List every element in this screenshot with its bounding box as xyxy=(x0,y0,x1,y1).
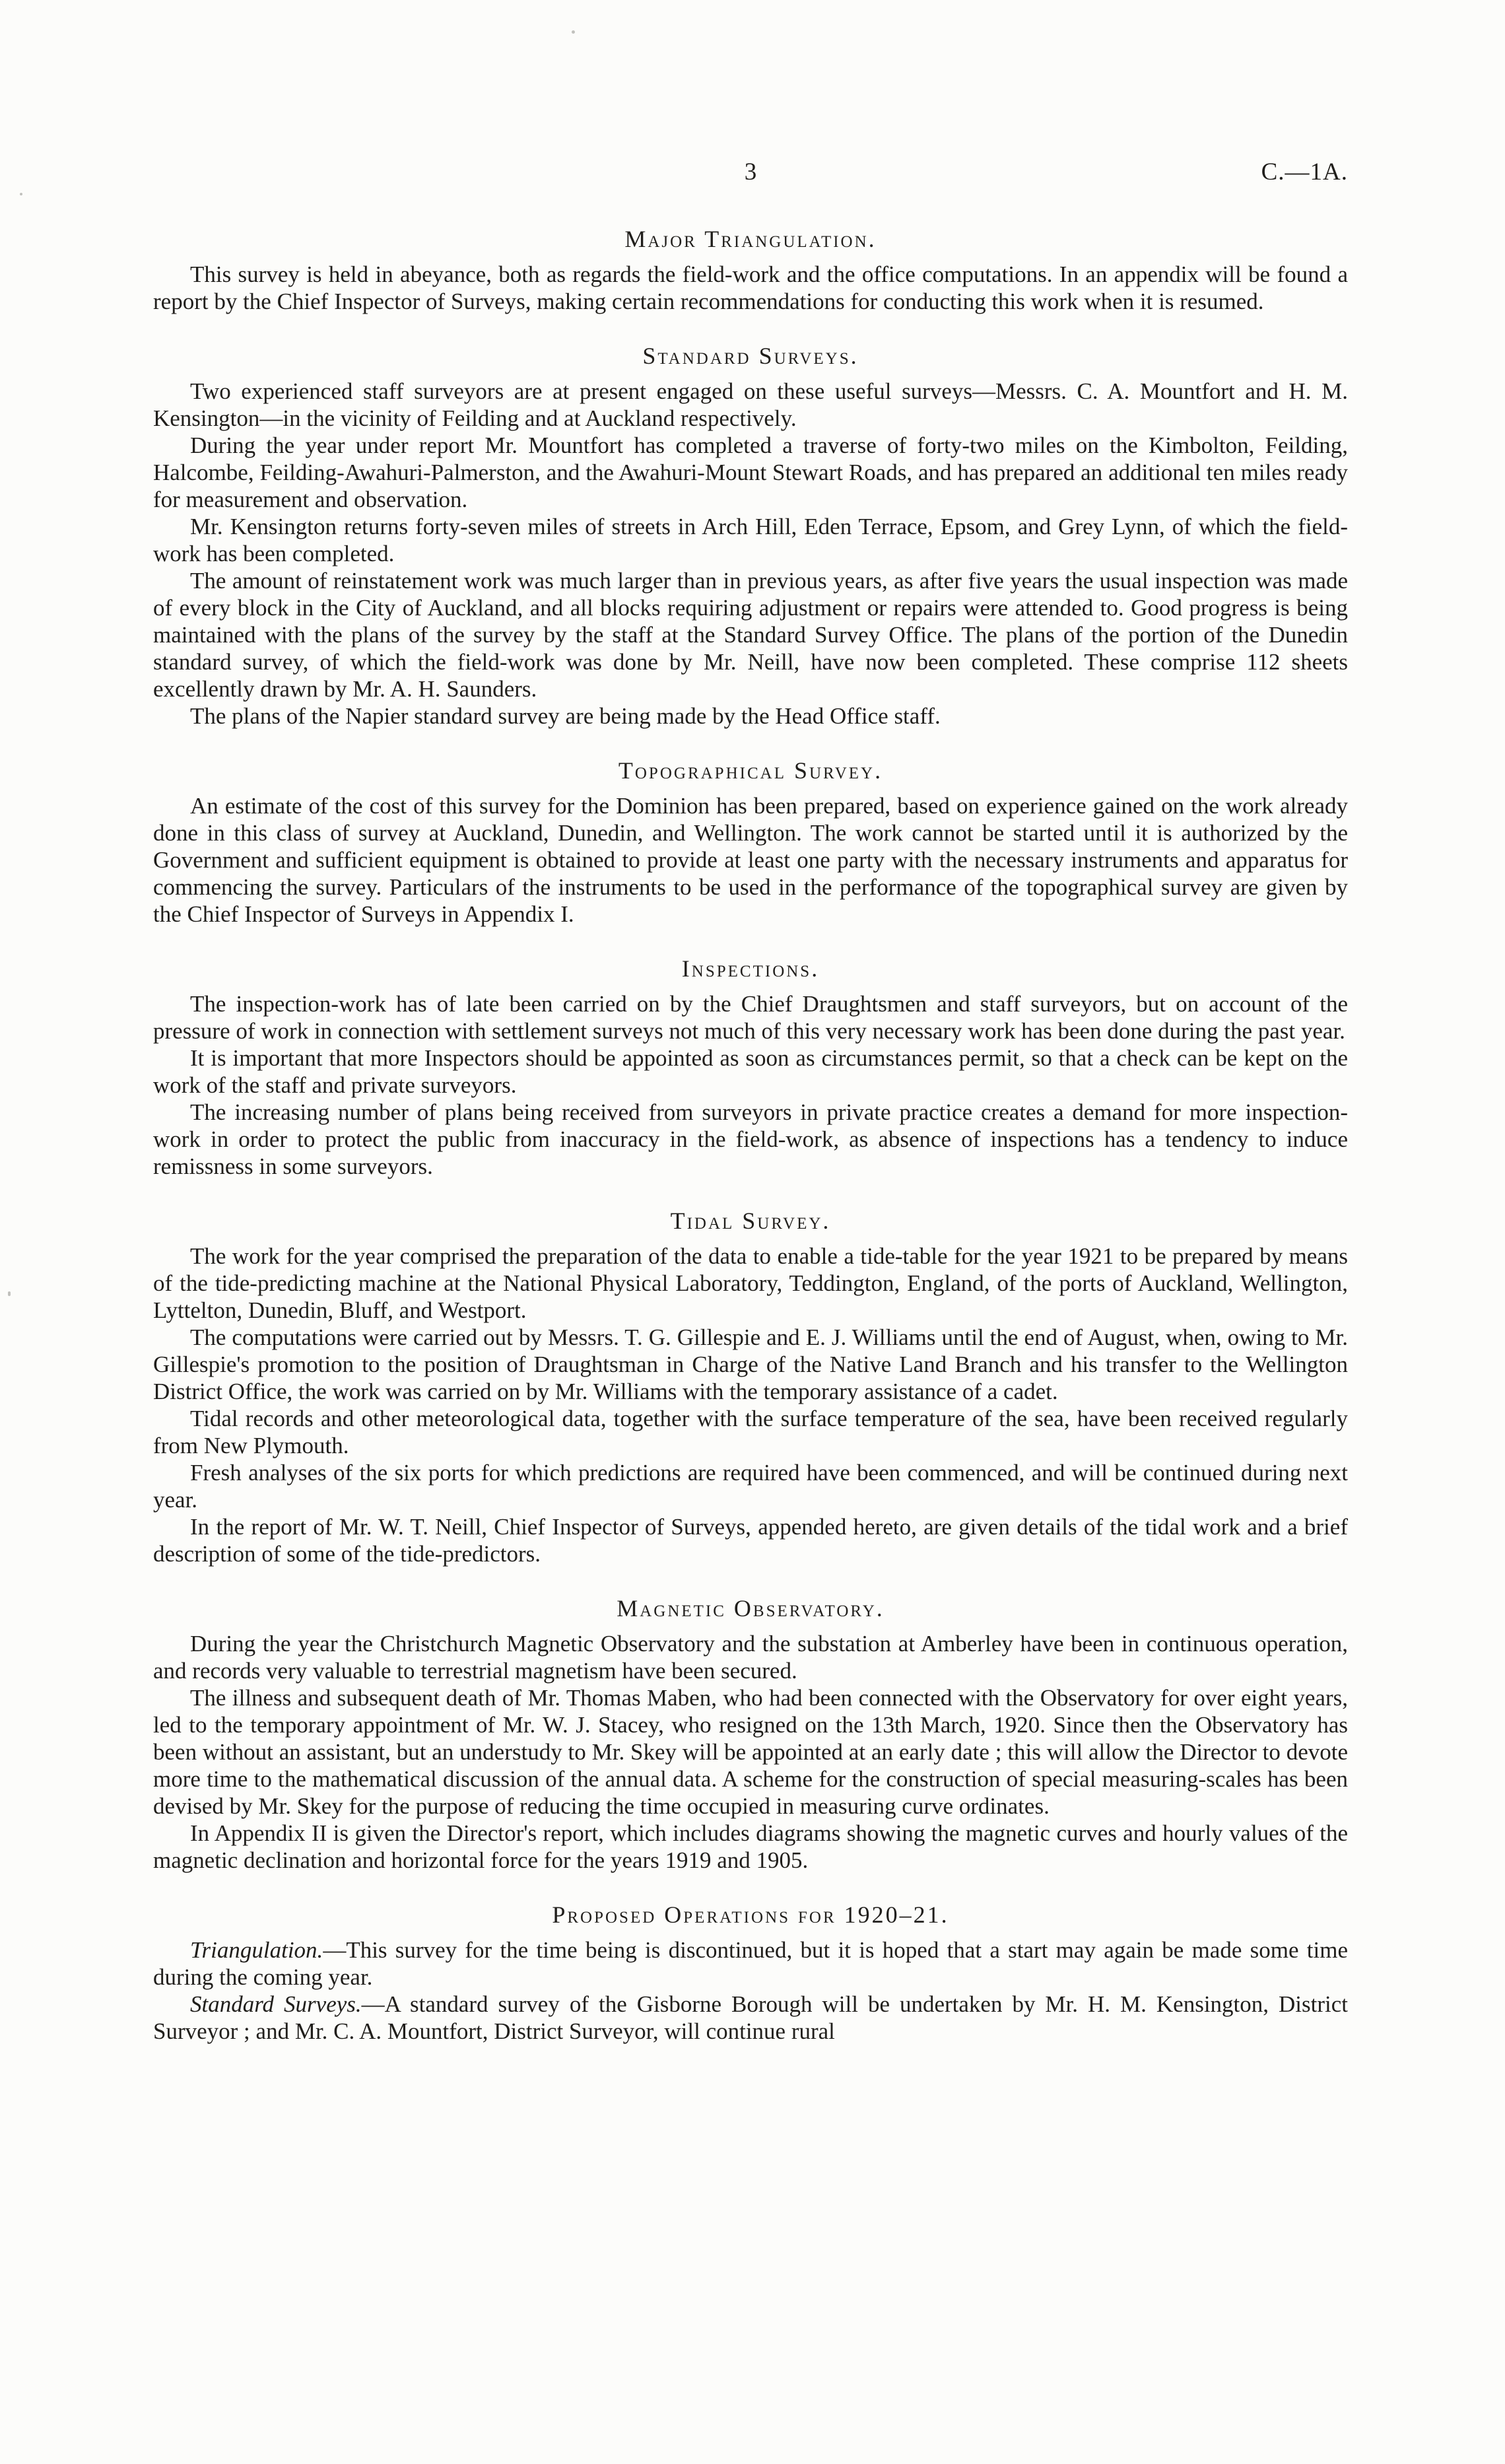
paragraph: During the year under report Mr. Mountfort has completed a traverse of forty-two miles on the Kimbolton, Feilding, Halcombe, Feilding-Awahuri-Palmerston, and the Awahuri-Mount Stewart Roads, and has prepared an additional ten miles ready for measurement and observation. xyxy=(153,432,1348,512)
section-heading: Major Triangulation. xyxy=(624,226,877,252)
paragraph-text: —A standard survey of the Gisborne Borough will be undertaken by Mr. H. M. Kensington, District Surveyor ; and Mr. C. A. Mountfort, District Surveyor, will continue rural xyxy=(153,1991,1348,2044)
paragraph-lead-italic: Triangulation. xyxy=(190,1937,323,1963)
paragraph: In Appendix II is given the Director's report, which includes diagrams showing the magnetic curves and hourly values of the magnetic declination and horizontal force for the years 1919 and 1905. xyxy=(153,1820,1348,1873)
paragraph: The work for the year comprised the preparation of the data to enable a tide-table for the year 1921 to be prepared by means of the tide-predicting machine at the National Physical Laboratory, Teddington, England, of the ports of Auckland, Wellington, Lyttelton, Dunedin, Bluff, and Westport. xyxy=(153,1243,1348,1323)
section-magnetic-observatory xyxy=(153,1595,1348,1874)
section-heading: Proposed Operations for 1920–21. xyxy=(552,1901,949,1928)
section-topographical-survey xyxy=(153,757,1348,928)
scan-speck xyxy=(8,1291,11,1296)
paragraph: In the report of Mr. W. T. Neill, Chief Inspector of Surveys, appended hereto, are given details of the tidal work and a brief description of some of the tide-predictors. xyxy=(153,1514,1348,1567)
paragraph: It is important that more Inspectors should be appointed as soon as circumstances permit, so that a check can be kept on the work of the staff and private surveyors. xyxy=(153,1045,1348,1098)
paragraph: Mr. Kensington returns forty-seven miles of streets in Arch Hill, Eden Terrace, Epsom, and Grey Lynn, of which the field-work has been completed. xyxy=(153,514,1348,566)
section-standard-surveys xyxy=(153,343,1348,730)
paragraph: During the year the Christchurch Magnetic Observatory and the substation at Amberley have been in continuous operation, and records very valuable to terrestrial magnetism have been secured. xyxy=(153,1631,1348,1684)
section-heading: Tidal Survey. xyxy=(670,1208,831,1234)
document-code: C.—1A. xyxy=(1261,158,1348,186)
paragraph: The amount of reinstatement work was much larger than in previous years, as after five years the usual inspection was made of every block in the City of Auckland, and all blocks requiring adjustment or repairs were attended to. Good progress is being maintained with the plans of the survey by the staff at the Standard Survey Office. The plans of the portion of the Dunedin standard survey, of which the field-work was done by Mr. Neill, have now been completed. These comprise 112 sheets excellently drawn by Mr. A. H. Saunders. xyxy=(153,568,1348,702)
scan-speck xyxy=(20,193,22,195)
paragraph-lead-italic: Standard Surveys. xyxy=(190,1991,362,2017)
section-heading: Topographical Survey. xyxy=(618,757,883,784)
paragraph xyxy=(153,1936,1348,1991)
paragraph: Fresh analyses of the six ports for which predictions are required have been commenced, and will be continued during next year. xyxy=(153,1460,1348,1513)
paragraph xyxy=(153,1991,1348,2045)
section-heading: Standard Surveys. xyxy=(642,343,859,369)
paragraph: Two experienced staff surveyors are at present engaged on these useful surveys—Messrs. C. A. Mountfort and H. M. Kensington—in the vicinity of Feilding and at Auckland respectively. xyxy=(153,378,1348,431)
paragraph: The increasing number of plans being received from surveyors in private practice creates a demand for more inspection-work in order to protect the public from inaccuracy in the field-work, as absence of inspections has a tendency to induce remissness in some surveyors. xyxy=(153,1099,1348,1179)
paragraph: Tidal records and other meteorological data, together with the surface temperature of the sea, have been received regularly from New Plymouth. xyxy=(153,1406,1348,1458)
section-tidal-survey xyxy=(153,1208,1348,1567)
page-number: 3 xyxy=(744,158,757,186)
section-major-triangulation xyxy=(153,226,1348,315)
paragraph: The inspection-work has of late been carried on by the Chief Draughtsmen and staff surveyors, but on account of the pressure of work in connection with settlement surveys not much of this very necessary work has been done during the past year. xyxy=(153,991,1348,1044)
paragraph: An estimate of the cost of this survey for the Dominion has been prepared, based on experience gained on the work already done in this class of survey at Auckland, Dunedin, and Wellington. The work cannot be started until it is authorized by the Government and sufficient equipment is obtained to provide at least one party with the necessary instruments and apparatus for commencing the survey. Particulars of the instruments to be used in the performance of the topographical survey are given by the Chief Inspector of Surveys in Appendix I. xyxy=(153,793,1348,927)
section-heading: Magnetic Observatory. xyxy=(617,1595,885,1622)
paragraph: The illness and subsequent death of Mr. Thomas Maben, who had been connected with the Observatory for over eight years, led to the temporary appointment of Mr. W. J. Stacey, who resigned on the 13th March, 1920. Since then the Observatory has been without an assistant, but an understudy to Mr. Skey will be appointed at an early date ; this will allow the Director to devote more time to the mathematical discussion of the annual data. A scheme for the construction of special measuring-scales has been devised by Mr. Skey for the purpose of reducing the time occupied in measuring curve ordinates. xyxy=(153,1685,1348,1819)
paragraph-text: —This survey for the time being is discontinued, but it is hoped that a start may again be made some time during the coming year. xyxy=(153,1937,1348,1990)
section-heading: Inspections. xyxy=(681,955,820,982)
paragraph: The plans of the Napier standard survey are being made by the Head Office staff. xyxy=(190,703,941,729)
paragraph: The computations were carried out by Messrs. T. G. Gillespie and E. J. Williams until the end of August, when, owing to Mr. Gillespie's promotion to the position of Draughtsman in Charge of the Native Land Branch and his transfer to the Wellington District Office, the work was carried on by Mr. Williams with the temporary assistance of a cadet. xyxy=(153,1324,1348,1404)
scan-speck xyxy=(572,30,575,34)
section-proposed-operations xyxy=(153,1901,1348,2045)
paragraph: This survey is held in abeyance, both as regards the field-work and the office computations. In an appendix will be found a report by the Chief Inspector of Surveys, making certain recommendations for conducting this work when it is resumed. xyxy=(153,261,1348,314)
page-header xyxy=(153,158,1348,191)
section-inspections xyxy=(153,955,1348,1180)
